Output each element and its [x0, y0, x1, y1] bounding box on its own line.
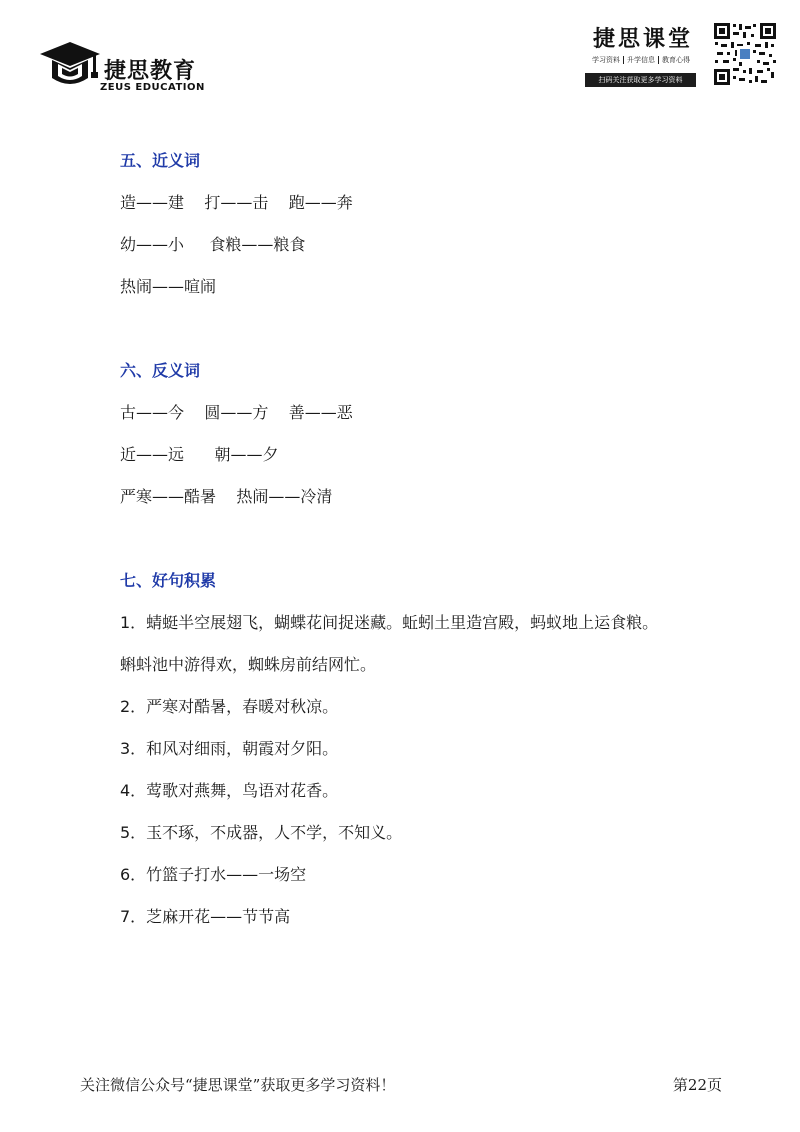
page-number: 第22页: [672, 1076, 722, 1094]
text-line: 3．和风对细雨，朝霞对夕阳。: [120, 739, 339, 758]
graduation-cap-logo-icon: [38, 38, 102, 94]
text-line: 1．蜻蜓半空展翅飞，蝴蝶花间捉迷藏。蚯蚓土里造宫殿，蚂蚁地上运食粮。: [120, 613, 659, 632]
section-title: 五、近义词: [120, 151, 201, 170]
section-title: 六、反义词: [120, 361, 201, 380]
text-line: 幼——小 食粮——粮食: [120, 235, 306, 254]
brand-tag: 升学信息: [627, 56, 655, 64]
brand-tag: 教育心得: [662, 56, 690, 64]
text-line: 严寒——酷暑 热闹——冷清: [120, 487, 333, 506]
text-line: 2．严寒对酷暑，春暖对秋凉。: [120, 697, 339, 716]
brand-tags: [586, 55, 696, 65]
document-body: [120, 148, 740, 930]
text-line: 古——今 圆——方 善——恶: [120, 403, 353, 422]
text-line: 蝌蚪池中游得欢，蜘蛛房前结网忙。: [120, 655, 377, 674]
text-line: 近——远 朝——夕: [120, 445, 279, 464]
text-line: 7．芝麻开花——节节高: [120, 907, 291, 926]
brand-tag: 学习资料: [592, 56, 620, 64]
section-title: 七、好句积累: [120, 571, 217, 590]
logo-english-name: ZEUS EDUCATION: [100, 82, 205, 93]
text-line: 热闹——喧闹: [120, 277, 217, 296]
qr-code-icon: [713, 22, 777, 86]
brand-block: [583, 22, 698, 92]
zeus-logo: [38, 38, 213, 98]
text-line: 6．竹篮子打水——一场空: [120, 865, 307, 884]
text-line: 5．玉不琢，不成器，人不学，不知义。: [120, 823, 403, 842]
brand-title: 捷思课堂: [593, 26, 694, 52]
brand-bar: 扫码关注获取更多学习资料: [585, 73, 696, 87]
text-line: 4．莺歌对燕舞，鸟语对花香。: [120, 781, 339, 800]
section-gap: [120, 510, 740, 568]
footer-note: 关注微信公众号“捷思课堂”获取更多学习资料！: [80, 1076, 396, 1094]
text-line: 造——建 打——击 跑——奔: [120, 193, 353, 212]
logo-chinese-name: 捷思教育: [104, 59, 197, 84]
section-gap: [120, 300, 740, 358]
